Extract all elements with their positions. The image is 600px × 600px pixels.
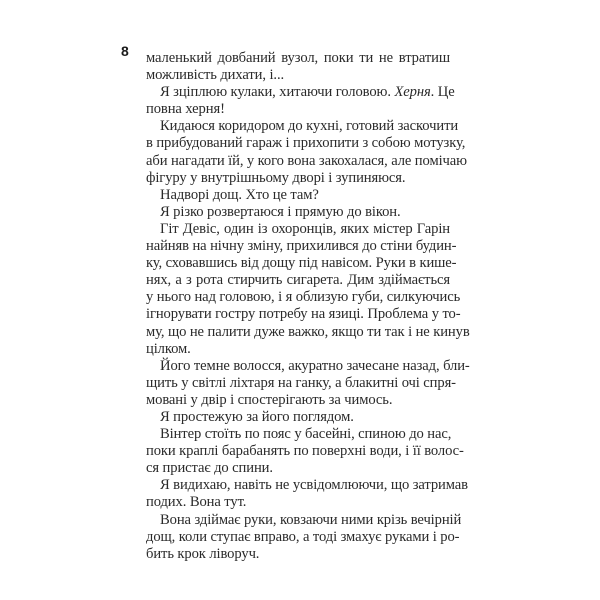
page-number: 8 [121, 43, 129, 59]
text-line: му, що не палити дуже важко, якщо ти так і не кинув [146, 323, 470, 340]
text-line: подих. Вона тут. [146, 494, 247, 511]
text-line: поки краплі барабанять по поверхні води, і її волос- [146, 443, 464, 460]
paragraph [146, 409, 450, 426]
text-line: фігуру у внутрішньому дворі і зупиняюся. [146, 169, 406, 186]
text-line: Вона здіймає руки, ковзаючи ними крізь вечірній [160, 511, 462, 528]
paragraph [146, 204, 450, 221]
paragraph [146, 50, 450, 84]
paragraph [146, 426, 464, 477]
paragraph [146, 477, 468, 511]
paragraph [146, 118, 467, 186]
text-line: бить крок ліворуч. [146, 545, 260, 562]
text-line: ігнорувати гостру потребу на язиці. Проблема у то- [146, 306, 461, 323]
text-line: Гіт Девіс, один із охоронців, яких містер Гарін [160, 220, 450, 237]
text-line: дощ, коли ступає вправо, а тоді змахує руками і ро- [146, 528, 460, 545]
text-line: цілком. [146, 340, 191, 357]
paragraph [146, 511, 462, 563]
text-line: нях, а з рота стирчить сигарета. Дим здіймається [146, 272, 450, 289]
text-line: можливість дихати, і... [146, 67, 285, 84]
paragraph [146, 187, 450, 204]
text-line: у нього над головою, і я облизую губи, силкуючись [146, 289, 461, 306]
paragraph [146, 84, 455, 118]
text-line: Надворі дощ. Хто це там? [160, 186, 319, 203]
text-line: маленький довбаний вузол, поки ти не втратиш [146, 50, 450, 66]
text-line: ку, сховавшись від дощу під навісом. Руки в кише- [146, 255, 457, 272]
text-line: Я простежую за його поглядом. [160, 408, 354, 425]
paragraph [146, 357, 470, 409]
text-line: ся пристає до спини. [146, 460, 273, 477]
text-line: Кидаюся коридором до кухні, готовий заскочити [160, 118, 459, 135]
text-line: Я різко розвертаюся і прямую до вікон. [160, 203, 401, 220]
text-line: щить у світлі ліхтаря на ганку, а блакитні очі спря- [146, 374, 456, 391]
text-line: найняв на нічну зміну, прихилився до стіни будин- [146, 238, 457, 255]
text-line: Я видихаю, навіть не усвідомлюючи, що затримав [160, 477, 468, 494]
text-line: Вінтер стоїть по пояс у басейні, спиною до нас, [160, 426, 452, 443]
text-line: Його темне волосся, акуратно зачесане назад, бли- [160, 357, 470, 374]
italic-emphasis: Херня [394, 84, 431, 101]
book-page-text [146, 50, 470, 563]
text-line: мовані у двір і спостерігають за чимось. [146, 391, 393, 408]
text-line: Я зціплюю кулаки, хитаючи головою. Херня. Це [160, 84, 455, 101]
text-line: аби нагадати їй, у кого вона закохалася, але помічаю [146, 152, 467, 169]
text-line: в прибудований гараж і прихопити з собою мотузку, [146, 135, 466, 152]
text-line: повна херня! [146, 101, 225, 118]
paragraph [146, 220, 470, 358]
